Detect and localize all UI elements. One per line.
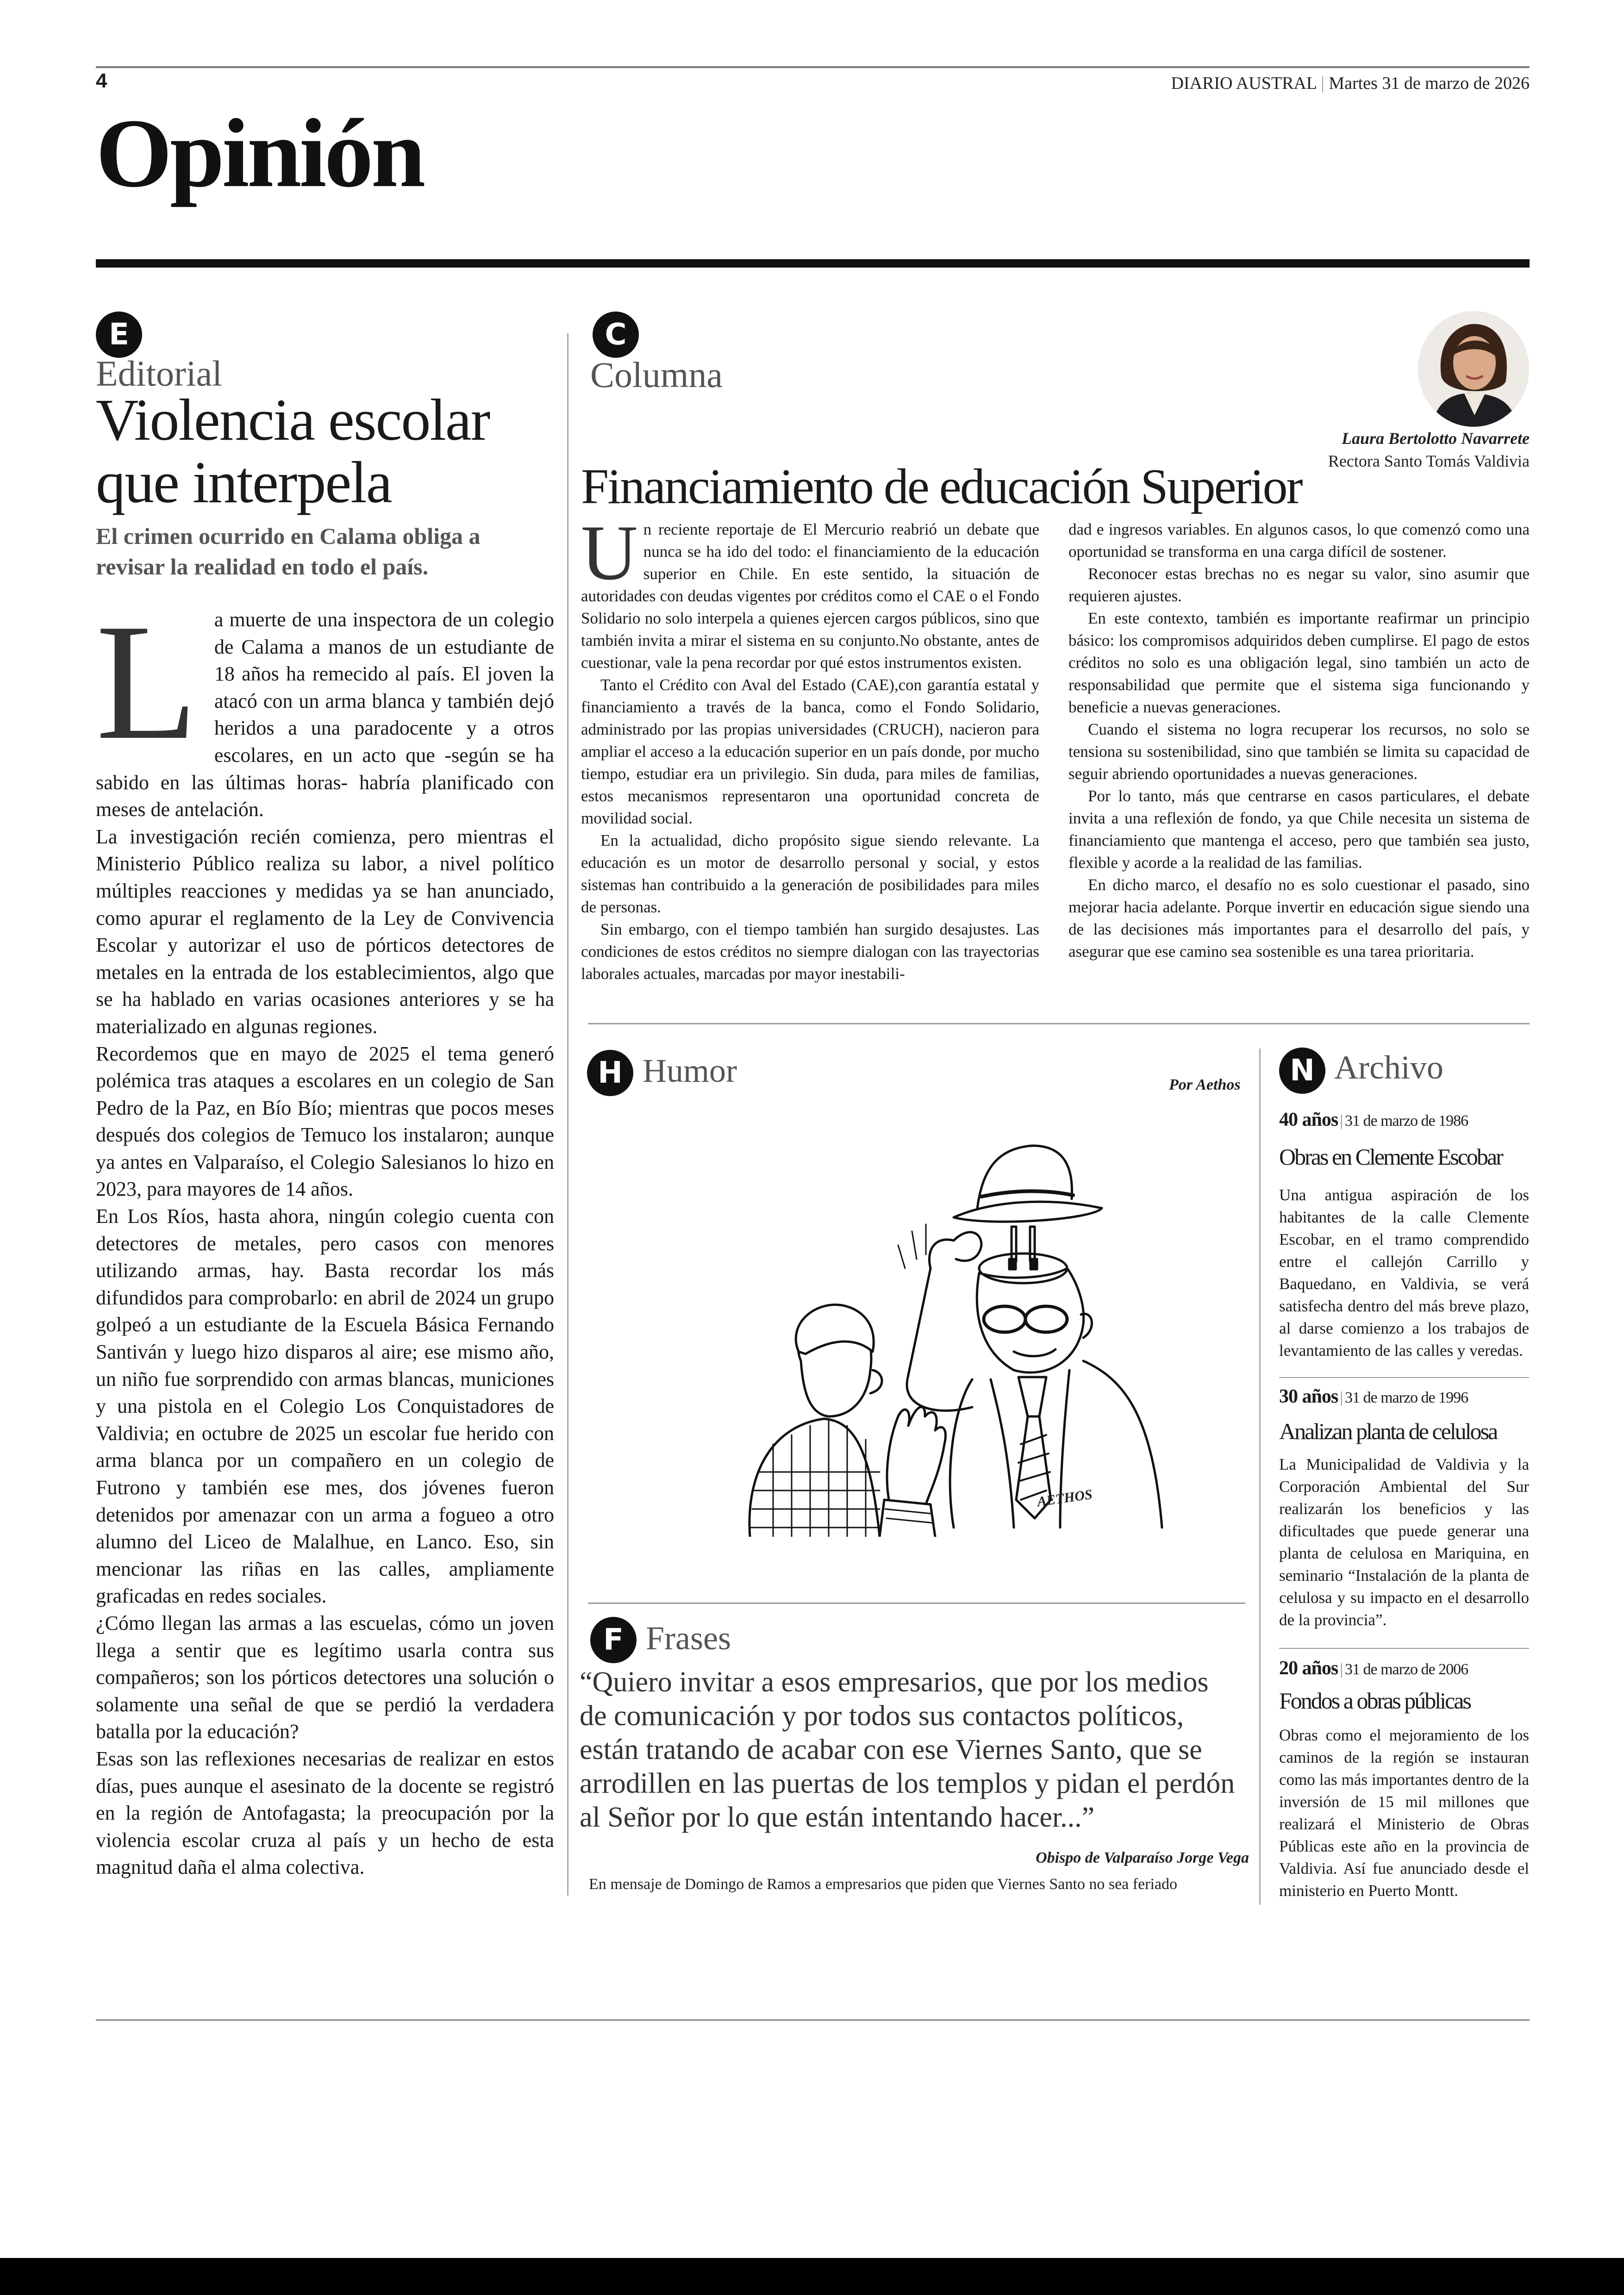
archivo-entry-date: 20 años | 31 de marzo de 2006 [1279, 1658, 1468, 1679]
column-badge: C [593, 312, 639, 358]
column-body-right [1068, 518, 1530, 963]
column-body-left [581, 509, 1039, 985]
column-dropcap: U [581, 509, 638, 596]
archivo-date: 31 de marzo de 1986 [1345, 1112, 1468, 1129]
column-paragraph: Reconocer estas brechas no es negar su valor, sino asumir que requieren ajustes. [1068, 565, 1530, 605]
archivo-entry-date: 40 años | 31 de marzo de 1986 [1279, 1109, 1468, 1130]
column-label: Columna [590, 355, 723, 395]
editorial-subtitle: El crimen ocurrido en Calama obliga a revisar la realidad en todo el país. [96, 523, 481, 580]
column-paragraph: Tanto el Crédito con Aval del Estado (CAE),con garantía estatal y financiamiento a través de la banca, como el Fondo Solidario, administrado por las propias universidades (CRUCH), nacieron para ampliar el acceso a la educación superior en un país donde, por mucho tiempo, estudiar era un privilegio. Sin duda, para miles de familias, estos mecanismos representaron una oportunidad concreta de movilidad social. [581, 676, 1039, 827]
frases-quote: “Quiero invitar a esos empresarios, que por los medios de comunicación y por todos sus contactos políticos, están tratando de acabar con ese Viernes Santo, que se arrodillen en las puertas de los templos y pidan el perdón al Señor por lo que están intentando hacer...” [580, 1666, 1235, 1833]
archivo-headline: Fondos a obras públicas [1279, 1688, 1470, 1714]
section-rule [96, 259, 1530, 268]
archivo-rule [1279, 1377, 1529, 1378]
column-paragraph: Sin embargo, con el tiempo también han surgido desajustes. Las condiciones de estos créditos no siempre dialogan con las trayectorias laborales actuales, marcadas por mayor inestabili- [581, 920, 1039, 983]
column-author: Laura Bertolotto Navarrete [1342, 429, 1530, 448]
frases-author: Obispo de Valparaíso Jorge Vega [1036, 1849, 1249, 1866]
masthead-info: DIARIO AUSTRAL | Martes 31 de marzo de 2026 [1171, 74, 1530, 93]
editorial-label: Editorial [96, 353, 222, 393]
humor-badge: H [587, 1050, 633, 1096]
archivo-date: 31 de marzo de 1996 [1345, 1389, 1468, 1406]
section-title: Opinión [96, 99, 424, 207]
archivo-years: 20 años [1279, 1658, 1338, 1679]
column-divider [567, 333, 568, 1896]
bottom-rule [96, 2019, 1530, 2021]
archivo-label: Archivo [1334, 1049, 1443, 1086]
humor-label: Humor [643, 1052, 737, 1089]
editorial-body [96, 589, 554, 1881]
archivo-text: Obras como el mejoramiento de los caminos de la región se instauran como las más importantes dentro de la inversión de 15 mil millones que realizará el Ministerio de Obras Públicas este año en la provincia de Valdivia. Así fue anunciado desde el ministerio en Puerto Montt. [1279, 1726, 1529, 1900]
editorial-paragraph: En Los Ríos, hasta ahora, ningún colegio cuenta con detectores de metales, pero casos con menores utilizando armas, hay. Basta recordar los más difundidos para comprobarlo: en abril de 2024 un grupo golpeó a un estudiante de la Escuela Básica Fernando Santiván y luego hizo disparos al aire; ese mismo año, un niño fue sorprendido con armas blancas, municiones y una pistola en el Colegio Los Conquistadores de Valdivia; en octubre de 2025 un escolar fue herido con arma blanca por un compañero en un colegio de Futrono y también ese mes, dos jóvenes fueron detenidos por amenazar con un arma a fogueo a otro alumno del Liceo de Malalhue, en Lanco. Eso, sin mencionar las riñas en las calles, ampliamente graficadas en redes sociales. [96, 1205, 554, 1608]
editorial-paragraph: ¿Cómo llegan las armas a las escuelas, cómo un joven llega a sentir que es legítimo usarla contra sus compañeros; son los pórticos detectores una solución o solamente una señal de que se perdió la verdadera batalla por la educación? [96, 1611, 554, 1743]
editorial-dropcap: L [96, 589, 198, 774]
newspaper-name: DIARIO AUSTRAL [1171, 74, 1317, 93]
frases-label: Frases [646, 1620, 731, 1657]
column-title: Financiamiento de educación Superior [581, 459, 1302, 514]
archivo-text: La Municipalidad de Valdivia y la Corporación Ambiental del Sur realizarán los beneficios y las dificultades que puede generar una planta de celulosa en Mariquina, en seminario “Instalación de la planta de celulosa y su impacto en el desarrollo de la provincia”. [1279, 1455, 1529, 1629]
humor-byline: Por Aethos [1169, 1076, 1241, 1093]
issue-date: Martes 31 de marzo de 2026 [1329, 74, 1530, 93]
humor-bottom-rule [588, 1603, 1245, 1604]
archivo-text: Una antigua aspiración de los habitantes de la calle Clemente Escobar, en el tramo comprendido entre el callejón Carrillo y Baquedano, en Valdivia, se verá satisfecha dentro del más breve plazo, al darse comienzo a los trabajos de levantamiento de las calles y veredas. [1279, 1186, 1529, 1360]
cartoon-signature: AETHOS [1036, 1486, 1093, 1510]
editorial-badge: E [96, 312, 142, 358]
archivo-headline: Obras en Clemente Escobar [1279, 1144, 1502, 1170]
archivo-rule [1279, 1648, 1529, 1649]
archivo-divider [1259, 1048, 1261, 1905]
archivo-badge: N [1279, 1048, 1325, 1094]
column-paragraph: En este contexto, también es importante reafirmar un principio básico: los compromisos adquiridos deben cumplirse. El pago de estos créditos no solo es una obligación legal, sino también un acto de responsabilidad que permite que el sistema siga funcionando y beneficie a nuevas generaciones. [1068, 609, 1530, 716]
column-author-role: Rectora Santo Tomás Valdivia [1328, 452, 1530, 470]
editorial-paragraph: a muerte de una inspectora de un colegio de Calama a manos de un estudiante de 18 años ha remecido al país. El joven la atacó con un arma blanca y también dejó heridos a una paradocente y a otros escolares, en un acto que -según se ha sabido en las últimas horas- habría planificado con meses de antelación. [96, 608, 554, 821]
column-bottom-rule [588, 1023, 1530, 1024]
archivo-entry-date: 30 años | 31 de marzo de 1996 [1279, 1386, 1468, 1407]
editorial-paragraph: Esas son las reflexiones necesarias de realizar en estos días, pues aunque el asesinato de la docente se registró en la región de Antofagasta; la preocupación por la violencia escolar cruza al país y un hecho de esta magnitud daña el alma colectiva. [96, 1747, 554, 1879]
column-paragraph: En dicho marco, el desafío no es solo cuestionar el pasado, sino mejorar hacia adelante. Porque invertir en educación sigue siendo una de las decisiones más importantes para el desarrollo del país, y asegurar que ese camino sea sostenible es una tarea prioritaria. [1068, 876, 1530, 960]
column-paragraph: dad e ingresos variables. En algunos casos, lo que comenzó como una oportunidad se transforma en una carga difícil de sostener. [1068, 520, 1530, 561]
page-number: 4 [96, 69, 107, 92]
humor-cartoon [694, 1120, 1208, 1537]
archivo-years: 40 años [1279, 1109, 1338, 1130]
archivo-headline: Analizan planta de celulosa [1279, 1418, 1497, 1444]
frases-badge: F [590, 1617, 637, 1663]
frases-context: En mensaje de Domingo de Ramos a empresarios que piden que Viernes Santo no sea feriado [589, 1876, 1178, 1893]
editorial-paragraph: Recordemos que en mayo de 2025 el tema generó polémica tras ataques a escolares en un colegio de San Pedro de la Paz, en Bío Bío; mientras que pocos meses después dos colegios de Temuco los instalaron; aunque ya antes en Valparaíso, el Colegio Salesianos lo hizo en 2023, para mayores de 14 años. [96, 1042, 554, 1201]
author-photo [1418, 311, 1529, 427]
editorial-title: Violencia escolar que interpela [96, 387, 490, 515]
archivo-date: 31 de marzo de 2006 [1345, 1661, 1468, 1678]
column-paragraph: En la actualidad, dicho propósito sigue siendo relevante. La educación es un motor de desarrollo personal y social, y estos sistemas han contribuido a la generación de posibilidades para miles de personas. [581, 831, 1039, 916]
screen-bottom-bar [0, 2258, 1624, 2295]
column-paragraph: Por lo tanto, más que centrarse en casos particulares, el debate invita a una reflexión de fondo, ya que Chile necesita un sistema de financiamiento que mantenga el acceso, pero que también sea justo, flexible y acorde a la realidad de las familias. [1068, 787, 1530, 872]
editorial-paragraph: La investigación recién comienza, pero mientras el Ministerio Público realiza su labor, a nivel político múltiples reacciones y medidas ya se han anunciado, como apurar el reglamento de la Ley de Convivencia Escolar y autorizar el uso de pórticos detectores de metales en la entrada de los establecimientos, algo que se ha hablado en varias ocasiones anteriores y se ha materializado en algunas regiones. [96, 825, 554, 1038]
column-paragraph: n reciente reportaje de El Mercurio reabrió un debate que nunca se ha ido del todo: el financiamiento de la educación superior en Chile. En este sentido, la situación de autoridades con deudas vigentes por créditos como el CAE o el Fondo Solidario no solo interpela a quienes ejercen cargos públicos, sino que también invita a mirar el sistema en su conjunto.No obstante, antes de cuestionar, vale la pena recordar por qué estos instrumentos existen. [581, 520, 1039, 672]
top-rule [96, 66, 1530, 68]
column-paragraph: Cuando el sistema no logra recuperar los recursos, no solo se tensiona su sostenibilidad, sino que también se limita su capacidad de seguir abriendo oportunidades a nuevas generaciones. [1068, 720, 1530, 783]
archivo-years: 30 años [1279, 1386, 1338, 1407]
